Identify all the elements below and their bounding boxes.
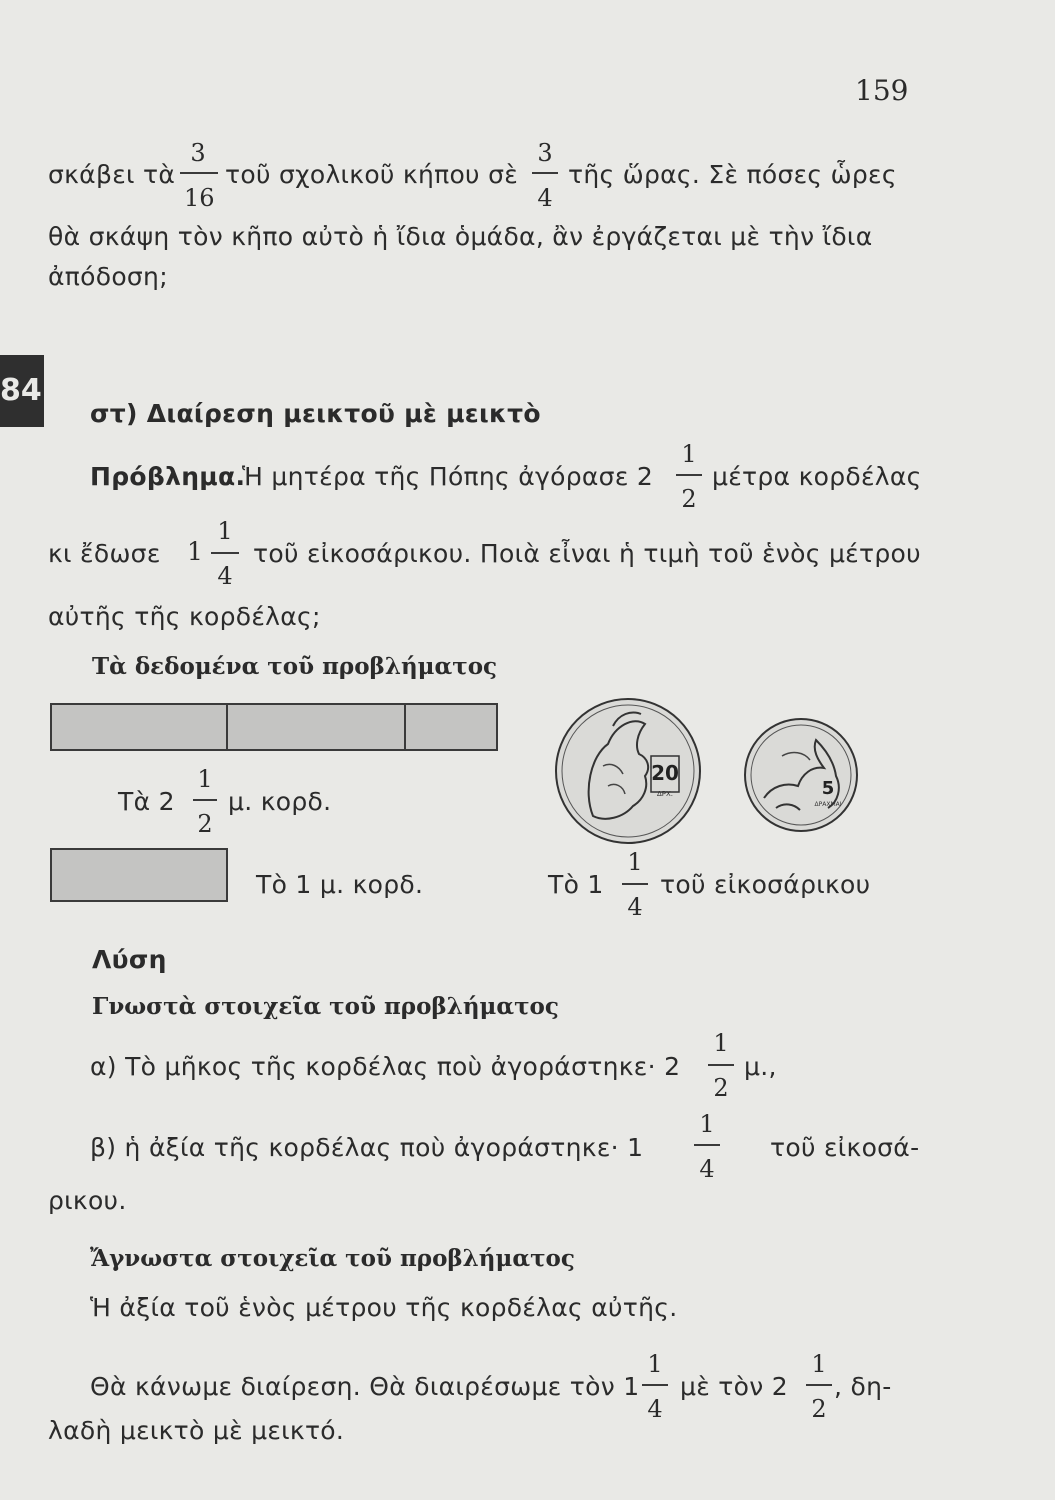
fraction-denominator: 2 — [681, 485, 697, 513]
one-meter-caption: Τὸ 1 μ. κορδ. — [256, 870, 424, 899]
twenty-drachma-coin-icon — [553, 696, 703, 846]
coin-small-unit: ΔΡΑΧΜΑΙ — [814, 801, 842, 808]
ribbon-caption-b: μ. κορδ. — [228, 787, 332, 816]
fraction-denominator: 4 — [217, 562, 233, 590]
intro-line-3: ἀπόδοση; — [48, 262, 168, 291]
fraction-bar — [622, 883, 648, 885]
ribbon-one-meter — [50, 848, 228, 902]
fraction-bar — [193, 799, 217, 801]
ribbon-divider — [404, 703, 406, 751]
ribbon-caption-a: Τὰ 2 — [118, 787, 175, 816]
fraction-bar — [532, 172, 558, 174]
fraction-denominator: 2 — [713, 1074, 729, 1102]
known-a-unit: μ., — [744, 1052, 777, 1081]
fraction-numerator: 1 — [713, 1029, 729, 1057]
known-b-tail: τοῦ εἰκοσά- — [770, 1133, 920, 1162]
coin-big-unit: ΔΡΧ. — [656, 790, 674, 798]
known-heading: Γνωστὰ στοιχεῖα τοῦ προβλήματος — [92, 993, 559, 1020]
section-title: στ) Διαίρεση μεικτοῦ μὲ μεικτὸ — [90, 399, 541, 428]
final-line-a: Θὰ κάνωμε διαίρεση. Θὰ διαιρέσωμε τὸν 1 — [90, 1372, 640, 1401]
intro-line-1c: τῆς ὥρας. Σὲ πόσες ὧρες — [568, 160, 897, 189]
known-b-text: β) ἡ ἀξία τῆς κορδέλας ποὺ ἀγοράστηκε· 1 — [90, 1133, 644, 1162]
page-number: 159 — [855, 74, 909, 107]
fraction-numerator: 1 — [681, 440, 697, 468]
coin-small-value: 5 — [821, 778, 835, 799]
fraction-bar — [676, 474, 702, 476]
final-line-c: , δη- — [834, 1372, 892, 1401]
solution-heading: Λύση — [92, 945, 167, 974]
mixed-whole: 1 — [187, 537, 203, 566]
fraction-numerator: 3 — [190, 139, 206, 167]
known-a-text: α) Τὸ μῆκος τῆς κορδέλας ποὺ ἀγοράστηκε· 2 — [90, 1052, 681, 1081]
fraction-numerator: 3 — [537, 139, 553, 167]
fraction-numerator: 1 — [197, 765, 213, 793]
intro-line-2: θὰ σκάψη τὸν κῆπο αὐτὸ ἡ ἴδια ὁμάδα, ἂν ἐργάζεται μὲ τὴν ἴδια — [48, 222, 873, 251]
problem-line-2b: τοῦ εἰκοσάρικου. Ποιὰ εἶναι ἡ τιμὴ τοῦ ἑνὸς μέτρου — [253, 539, 921, 568]
coin-caption-a: Τὸ 1 — [548, 870, 604, 899]
known-b-continuation: ρικου. — [48, 1186, 127, 1215]
problem-line-2a: κι ἔδωσε — [48, 539, 161, 568]
fraction-numerator: 1 — [811, 1350, 827, 1378]
fraction-bar — [806, 1384, 832, 1386]
ribbon-divider — [226, 703, 228, 751]
final-line-b: μὲ τὸν 2 — [680, 1372, 788, 1401]
fraction-denominator: 16 — [184, 184, 215, 212]
problem-line-1a: Ἡ μητέρα τῆς Πόπης ἀγόρασε 2 — [242, 462, 654, 491]
fraction-denominator: 2 — [811, 1395, 827, 1423]
problem-line-1b: μέτρα κορδέλας — [712, 462, 922, 491]
five-drachma-coin-icon — [742, 716, 860, 834]
final-line-continuation: λαδὴ μεικτὸ μὲ μεικτό. — [48, 1416, 345, 1445]
problem-line-3: αὐτῆς τῆς κορδέλας; — [48, 602, 321, 631]
coin-big-value: 20 — [651, 761, 679, 785]
fraction-numerator: 1 — [647, 1350, 663, 1378]
ribbon-two-and-half-meters — [50, 703, 498, 751]
section-number-marker: 84 — [0, 355, 44, 427]
fraction-denominator: 4 — [647, 1395, 663, 1423]
intro-line-1b: τοῦ σχολικοῦ κήπου σὲ — [225, 160, 519, 189]
unknown-heading: Ἄγνωστα στοιχεῖα τοῦ προβλήματος — [90, 1245, 575, 1272]
intro-line-1a: σκάβει τὰ — [48, 160, 176, 189]
unknown-text: Ἡ ἀξία τοῦ ἑνὸς μέτρου τῆς κορδέλας αὐτῆς. — [90, 1293, 678, 1322]
fraction-bar — [708, 1064, 734, 1066]
fraction-denominator: 4 — [627, 893, 643, 921]
fraction-bar — [180, 172, 218, 174]
fraction-numerator: 1 — [217, 517, 233, 545]
fraction-numerator: 1 — [627, 848, 643, 876]
fraction-numerator: 1 — [699, 1110, 715, 1138]
coin-caption-b: τοῦ εἰκοσάρικου — [660, 870, 871, 899]
fraction-bar — [694, 1144, 720, 1146]
fraction-bar — [211, 552, 239, 554]
givens-heading: Τὰ δεδομένα τοῦ προβλήματος — [92, 653, 498, 680]
problem-label: Πρόβλημα. — [90, 462, 246, 491]
fraction-denominator: 4 — [537, 184, 553, 212]
fraction-denominator: 2 — [197, 810, 213, 838]
fraction-bar — [642, 1384, 668, 1386]
fraction-denominator: 4 — [699, 1155, 715, 1183]
